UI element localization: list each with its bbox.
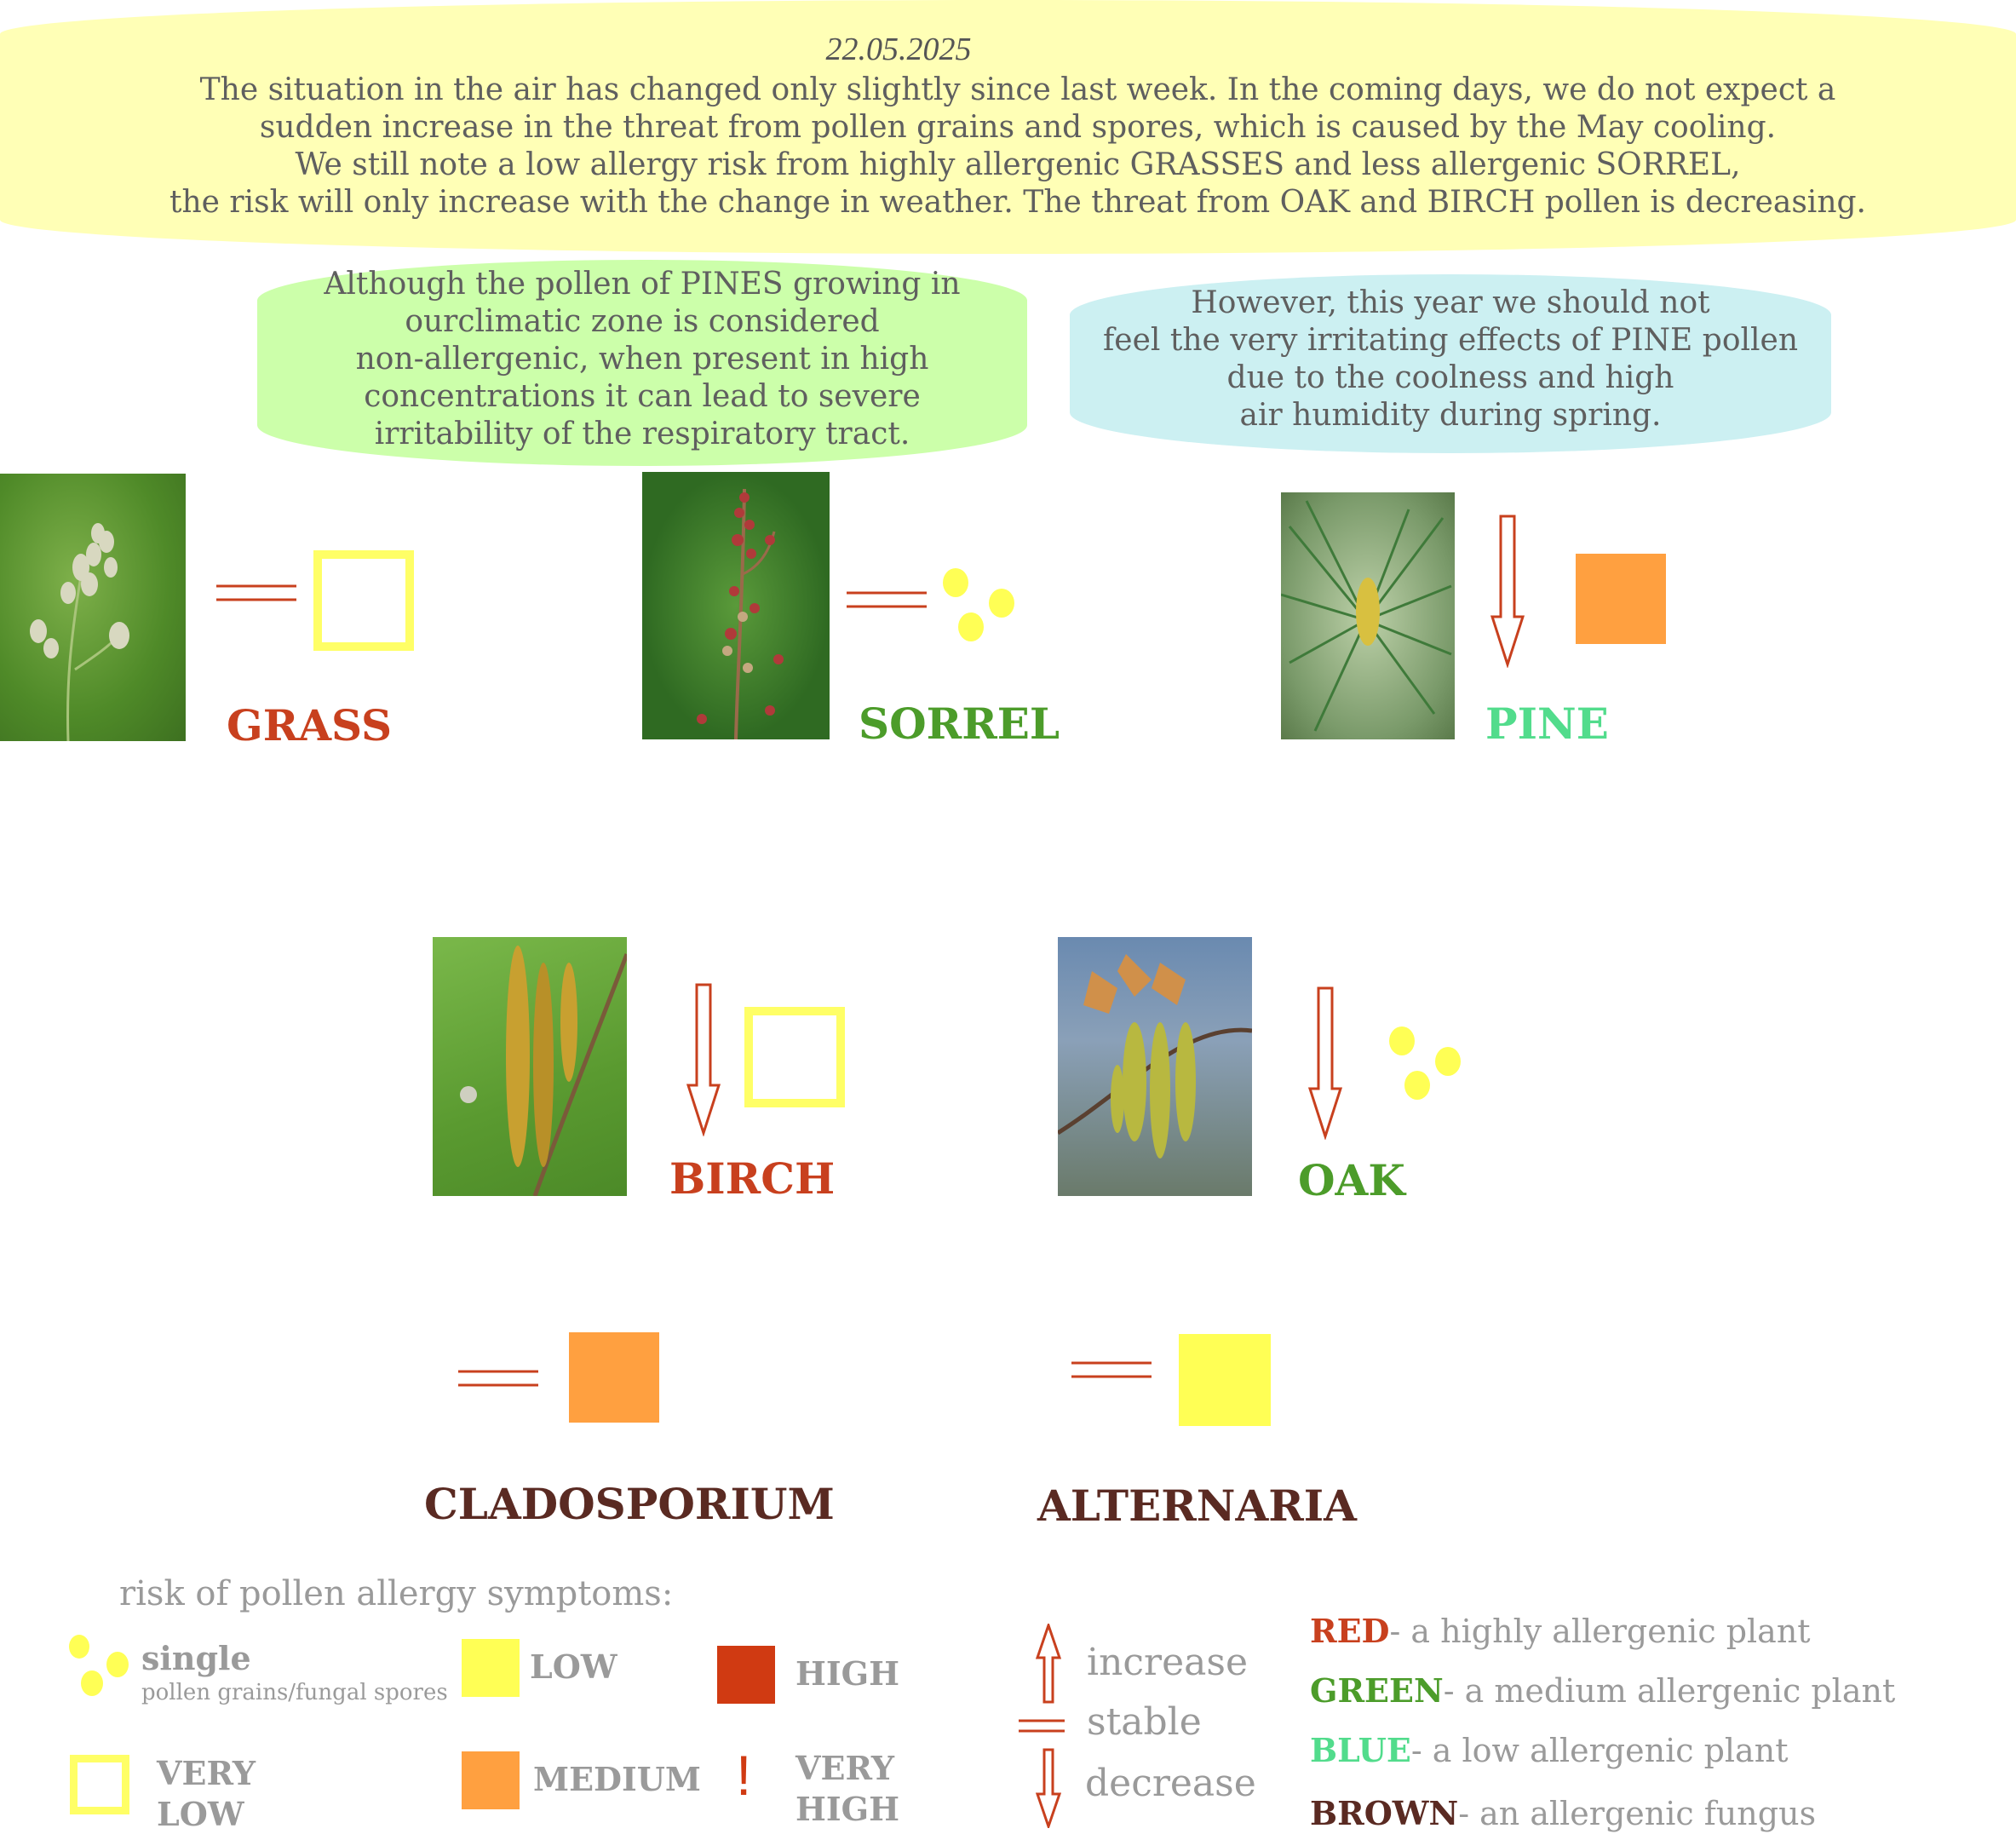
- single-grains-icon: [1387, 1024, 1463, 1106]
- stable-icon: [216, 583, 298, 605]
- legend-low-icon: [462, 1639, 520, 1697]
- pine-illustration: [1281, 492, 1455, 739]
- legend-very-high-icon: !: [736, 1744, 752, 1807]
- decrease-arrow-icon: [686, 983, 721, 1136]
- legend-red-desc: - a highly allergenic plant: [1389, 1613, 1811, 1650]
- legend-single-label: single: [141, 1639, 251, 1677]
- very-low-risk-icon: [744, 1007, 845, 1107]
- legend-very-high-line: HIGH: [795, 1790, 900, 1828]
- legend-blue-key: [1310, 1731, 1788, 1769]
- legend-low-label: LOW: [530, 1647, 617, 1686]
- legend-decrease-arrow-icon: [1036, 1748, 1061, 1828]
- legend-stable-icon: [1019, 1717, 1066, 1736]
- stable-icon: [1071, 1360, 1153, 1382]
- low-risk-icon: [1179, 1334, 1271, 1426]
- plant-name-birch: BIRCH: [669, 1153, 836, 1204]
- legend-decrease-label: decrease: [1085, 1762, 1256, 1805]
- legend-title: risk of pollen allergy symptoms:: [119, 1574, 674, 1613]
- legend-very-low-label: [157, 1753, 256, 1835]
- plant-name-cladosporium: CLADOSPORIUM: [424, 1479, 835, 1529]
- legend-high-label: HIGH: [795, 1654, 900, 1693]
- birch-illustration: [433, 937, 627, 1196]
- plant-name-pine: PINE: [1485, 699, 1609, 749]
- medium-risk-icon: [1576, 554, 1666, 644]
- intro-paragraph: [68, 72, 1967, 221]
- note-line: feel the very irritating effects of PINE pollen: [1102, 323, 1799, 358]
- intro-line: sudden increase in the threat from pollen grains and spores, which is caused by the May cooling.: [259, 110, 1777, 145]
- birch-photo: [433, 937, 627, 1196]
- legend-very-low-line: VERY: [157, 1754, 256, 1792]
- intro-line: the risk will only increase with the change in weather. The threat from OAK and BIRCH pollen is decreasing.: [169, 185, 1866, 220]
- pine-season-text: [1070, 285, 1831, 434]
- legend-red-key: [1310, 1612, 1811, 1650]
- single-grains-icon: [940, 566, 1017, 647]
- decrease-arrow-icon: [1490, 515, 1525, 668]
- legend-increase-arrow-icon: [1036, 1624, 1061, 1704]
- legend-very-low-line: LOW: [157, 1795, 244, 1833]
- pine-warning-text: [257, 266, 1027, 453]
- legend-single-sublabel: pollen grains/fungal spores: [141, 1680, 448, 1705]
- note-line: irritability of the respiratory tract.: [374, 417, 910, 451]
- legend-brown-desc: - an allergenic fungus: [1458, 1795, 1817, 1832]
- pine-photo: [1281, 492, 1455, 739]
- legend-red-word: RED: [1310, 1612, 1390, 1650]
- medium-risk-icon: [569, 1332, 659, 1423]
- note-line: Although the pollen of PINES growing in: [324, 267, 961, 302]
- oak-illustration: [1058, 937, 1252, 1196]
- note-line: due to the coolness and high: [1226, 360, 1674, 395]
- stable-icon: [458, 1368, 540, 1390]
- legend-very-high-label: [795, 1748, 899, 1830]
- legend-brown-key: [1310, 1794, 1816, 1832]
- legend-brown-word: BROWN: [1310, 1794, 1459, 1832]
- legend-increase-label: increase: [1087, 1641, 1248, 1684]
- sorrel-photo: [642, 472, 830, 739]
- note-line: concentrations it can lead to severe: [364, 379, 921, 414]
- plant-name-grass: GRASS: [227, 700, 393, 750]
- note-line: air humidity during spring.: [1239, 398, 1662, 433]
- legend-green-desc: - a medium allergenic plant: [1443, 1672, 1896, 1710]
- plant-name-oak: OAK: [1298, 1155, 1405, 1205]
- grass-illustration: [0, 474, 186, 741]
- note-line: ourclimatic zone is considered: [405, 304, 880, 339]
- plant-name-alternaria: ALTERNARIA: [1037, 1481, 1357, 1531]
- legend-very-low-icon: [70, 1755, 129, 1814]
- sorrel-illustration: [642, 472, 830, 739]
- legend-green-key: [1310, 1671, 1895, 1710]
- legend-very-high-line: VERY: [795, 1749, 894, 1787]
- stable-icon: [847, 589, 928, 612]
- plant-name-sorrel: SORREL: [859, 699, 1060, 749]
- legend-green-word: GREEN: [1310, 1671, 1444, 1710]
- legend-stable-label: stable: [1087, 1700, 1202, 1744]
- legend-high-icon: [717, 1646, 775, 1704]
- legend-blue-desc: - a low allergenic plant: [1410, 1732, 1789, 1769]
- decrease-arrow-icon: [1308, 986, 1342, 1140]
- oak-photo: [1058, 937, 1252, 1196]
- intro-line: We still note a low allergy risk from highly allergenic GRASSES and less allergenic SORREL,: [295, 147, 1741, 182]
- intro-line: The situation in the air has changed only slightly since last week. In the coming days, we do not expect a: [199, 72, 1836, 107]
- report-date: 22.05.2025: [825, 32, 972, 67]
- legend-medium-icon: [462, 1751, 520, 1809]
- legend-medium-label: MEDIUM: [533, 1760, 701, 1798]
- legend-single-icon: [66, 1634, 135, 1700]
- note-line: However, this year we should not: [1191, 285, 1710, 320]
- very-low-risk-icon: [313, 550, 414, 651]
- note-line: non-allergenic, when present in high: [355, 342, 929, 377]
- grass-photo: [0, 474, 186, 741]
- legend-blue-word: BLUE: [1310, 1731, 1411, 1769]
